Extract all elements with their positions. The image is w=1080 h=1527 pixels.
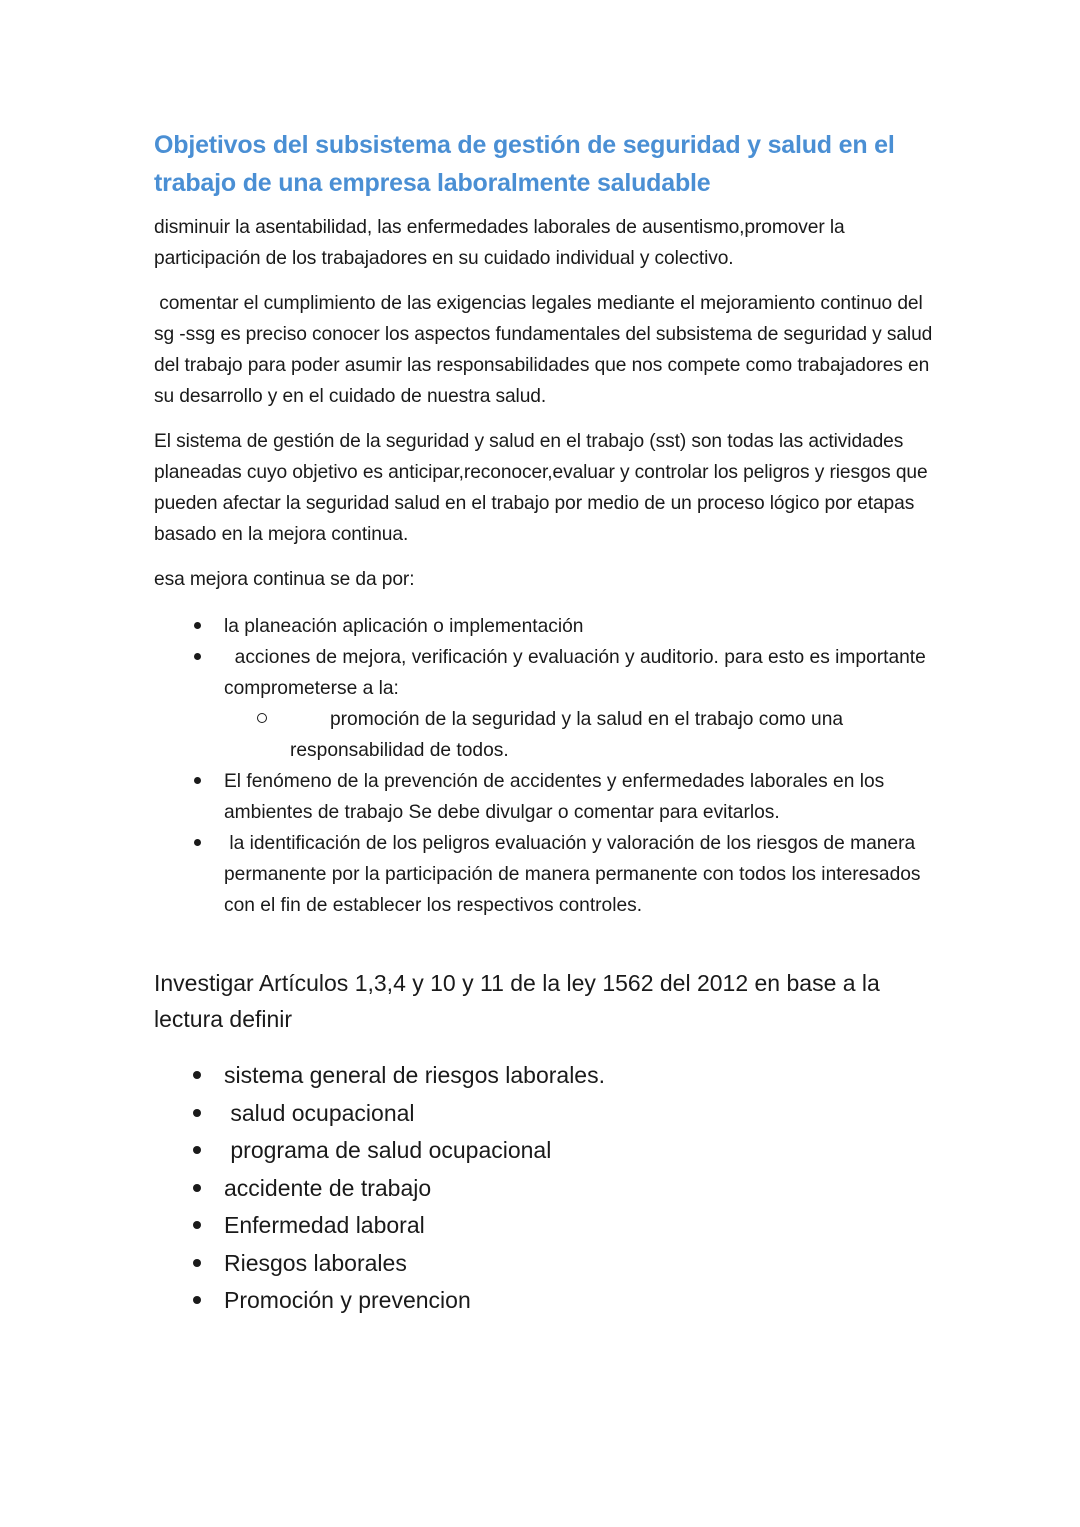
term-text: salud ocupacional — [224, 1099, 415, 1126]
bullet-icon — [192, 828, 202, 859]
list-item — [154, 642, 934, 704]
bullet-icon — [192, 1170, 202, 1208]
list-item — [154, 766, 934, 828]
task-instruction: Investigar Artículos 1,3,4 y 10 y 11 de la ley 1562 del 2012 en base a la lectura definir — [154, 970, 880, 1032]
sub-list-item-text: promoción de la seguridad y la salud en el trabajo como una responsabilidad de todos. — [290, 709, 844, 761]
section-heading: Objetivos del subsistema de gestión de seguridad y salud en el trabajo de una empresa laboralmente saludable — [154, 131, 895, 197]
bullet-icon — [192, 1132, 202, 1170]
bullet-icon — [192, 1057, 202, 1095]
paragraph-legal-compliance: comentar el cumplimiento de las exigencias legales mediante el mejoramiento continuo del sg -ssg es preciso conocer los aspectos fundamentales del subsistema de seguridad y salud del trabajo para poder asumir las responsabilidades que nos compete como trabajadores en su desarrollo y en el cuidado de nuestra salud. — [154, 293, 938, 407]
list-item-text: la identificación de los peligros evaluación y valoración de los riesgos de manera permanente por la participación de manera permanente con todos los interesados con el fin de establecer los respectivos controles. — [224, 833, 926, 916]
bullet-icon — [192, 642, 202, 673]
paragraph-objectives: disminuir la asentabilidad, las enfermedades laborales de ausentismo,promover la participación de los trabajadores en su cuidado individual y colectivo. — [154, 217, 845, 269]
document-page — [154, 126, 938, 1320]
term-item — [154, 1245, 934, 1283]
list-item-text: El fenómeno de la prevención de accidentes y enfermedades laborales en los ambientes de trabajo Se debe divulgar o comentar para evitarlos. — [224, 771, 885, 823]
term-item — [154, 1207, 934, 1245]
sub-list-item — [154, 704, 934, 766]
bullet-icon — [192, 1095, 202, 1133]
term-item — [154, 1095, 934, 1133]
bullet-icon — [192, 1207, 202, 1245]
term-item — [154, 1132, 934, 1170]
paragraph-improvement-intro: esa mejora continua se da por: — [154, 569, 415, 590]
terms-list — [154, 1057, 934, 1320]
term-item — [154, 1057, 934, 1095]
list-item — [154, 611, 934, 642]
list-item-text: la planeación aplicación o implementación — [224, 616, 584, 637]
bullet-icon — [192, 1245, 202, 1283]
term-item — [154, 1170, 934, 1208]
term-text: Enfermedad laboral — [224, 1212, 425, 1238]
term-text: accidente de trabajo — [224, 1174, 432, 1201]
term-item — [154, 1282, 934, 1320]
bullet-icon — [192, 766, 202, 797]
improvement-list — [154, 611, 934, 921]
term-text: sistema general de riesgos laborales. — [224, 1062, 605, 1088]
term-text: Riesgos laborales — [224, 1249, 407, 1276]
bullet-icon — [192, 611, 202, 642]
term-text: Promoción y prevencion — [224, 1287, 471, 1313]
spacer — [154, 921, 934, 965]
term-text: programa de salud ocupacional — [224, 1137, 552, 1163]
list-item — [154, 828, 934, 921]
bullet-icon — [192, 1282, 202, 1320]
hollow-bullet-icon — [257, 704, 267, 735]
paragraph-sst-definition: El sistema de gestión de la seguridad y salud en el trabajo (sst) son todas las actividades planeadas cuyo objetivo es anticipar,reconocer,evaluar y controlar los peligros y riesgos que pueden afectar la seguridad salud en el trabajo por medio de un proceso lógico por etapas basado en la mejora continua. — [154, 431, 928, 545]
list-item-text: acciones de mejora, verificación y evaluación y auditorio. para esto es importante comprometerse a la: — [224, 647, 932, 699]
